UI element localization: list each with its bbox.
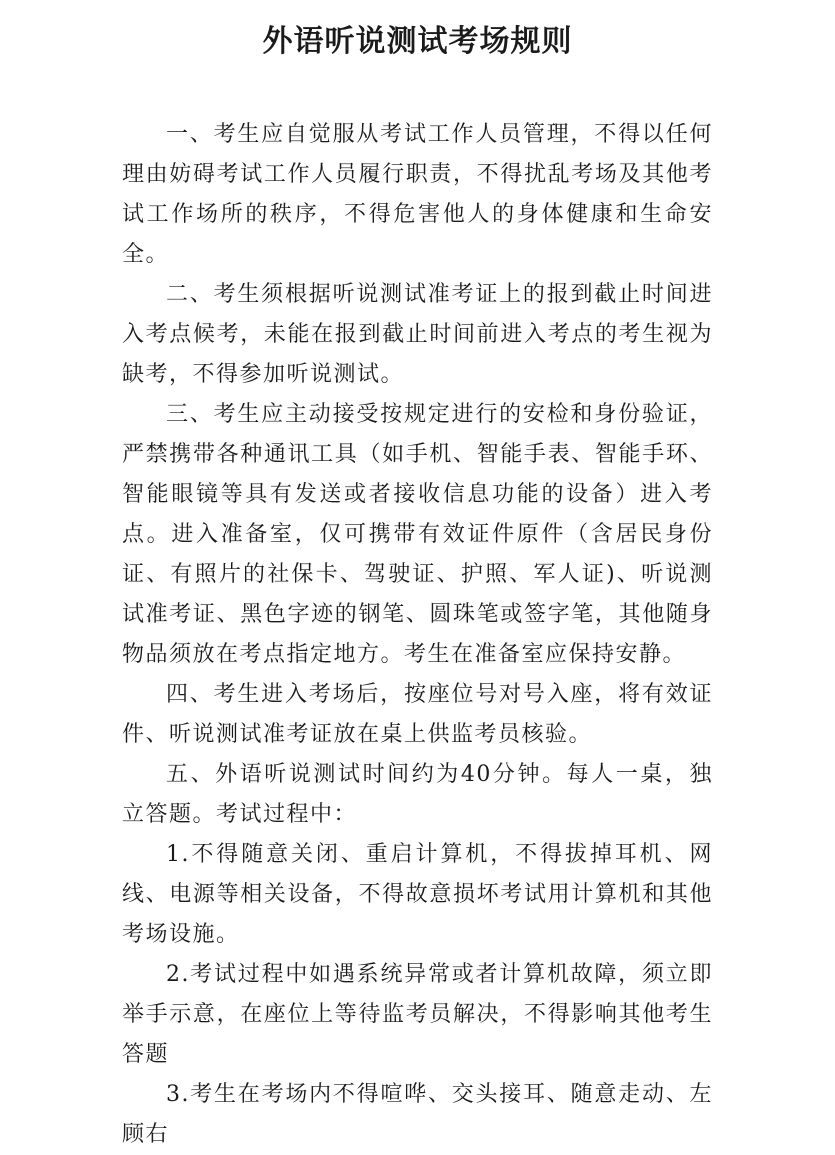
rule-subitem-2: 2.考试过程中如遇系统异常或者计算机故障，须立即举手示意，在座位上等待监考员解决，不得影响其他考生答题: [122, 962, 713, 1067]
rule-paragraph-5: 五、外语听说测试时间约为40分钟。每人一桌，独立答题。考试过程中：: [122, 762, 713, 827]
document-body: [122, 115, 713, 1155]
document-title: 外语听说测试考场规则: [262, 24, 573, 59]
rule-paragraph-4: 四、考生进入考场后，按座位号对号入座，将有效证件、听说测试准考证放在桌上供监考员核验。: [122, 682, 713, 747]
rule-paragraph-2: 二、考生须根据听说测试准考证上的报到截止时间进入考点候考，未能在报到截止时间前进入考点的考生视为缺考，不得参加听说测试。: [122, 282, 713, 387]
rule-subitem-1: 1.不得随意关闭、重启计算机，不得拔掉耳机、网线、电源等相关设备，不得故意损坏考试用计算机和其他考场设施。: [122, 842, 713, 947]
rule-paragraph-1: 一、考生应自觉服从考试工作人员管理，不得以任何理由妨碍考试工作人员履行职责，不得扰乱考场及其他考试工作场所的秩序，不得危害他人的身体健康和生命安全。: [122, 122, 713, 267]
rule-paragraph-3: 三、考生应主动接受按规定进行的安检和身份验证，严禁携带各种通讯工具（如手机、智能手表、智能手环、智能眼镜等具有发送或者接收信息功能的设备）进入考点。进入准备室，仅可携带有效证件原件（含居民身份证、有照片的社保卡、驾驶证、护照、军人证)、听说测试准考证、黑色字迹的钢笔、圆珠笔或签字笔，其他随身物品须放在考点指定地方。考生在准备室应保持安静。: [122, 402, 713, 667]
rule-subitem-3: 3.考生在考场内不得喧哗、交头接耳、随意走动、左顾右: [122, 1082, 713, 1147]
